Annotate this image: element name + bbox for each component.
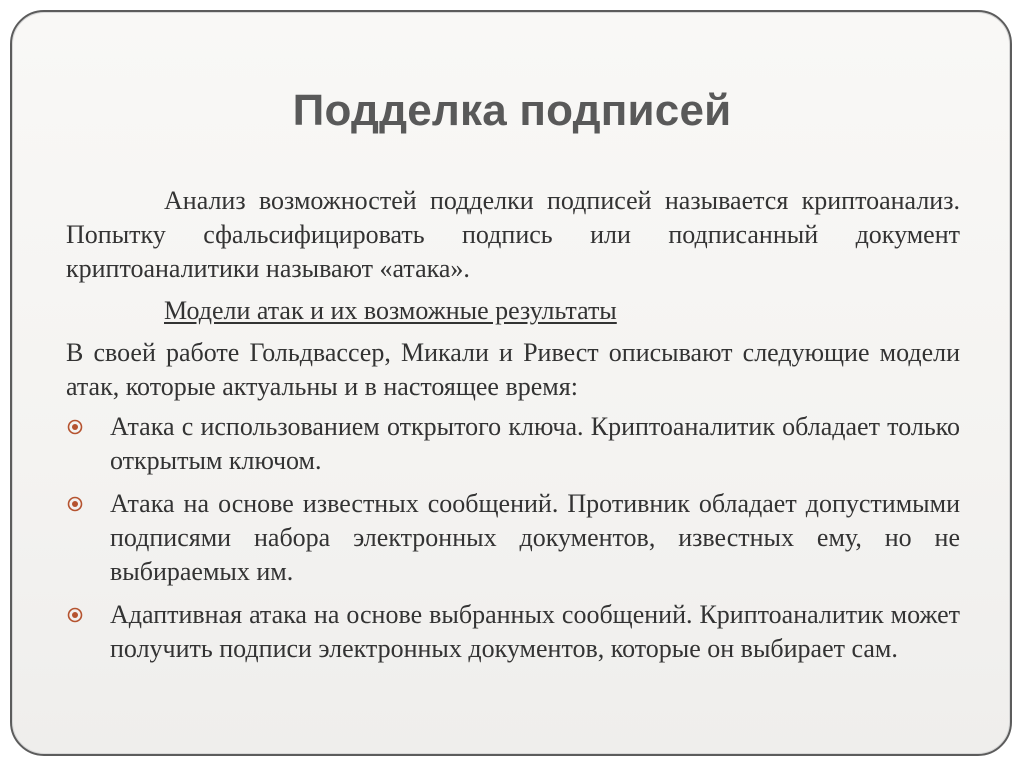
list-item <box>66 598 960 666</box>
list-item <box>66 487 960 589</box>
list-item-text: Атака на основе известных сообщений. Противник обладает допустимыми подписями набора электронных документов, известных ему, но не выбираемых им. <box>110 489 960 586</box>
list-item-text: Атака с использованием открытого ключа. Криптоаналитик обладает только открытым ключом. <box>110 412 960 475</box>
list-item-text: Адаптивная атака на основе выбранных сообщений. Криптоаналитик может получить подписи электронных документов, которые он выбирает сам. <box>110 600 960 663</box>
page-title: Подделка подписей <box>292 86 732 135</box>
circle-bullet-icon <box>67 496 83 512</box>
slide-content <box>66 184 960 675</box>
circle-bullet-icon <box>67 607 83 623</box>
lead-paragraph: В своей работе Гольдвассер, Микали и Ривест описывают следующие модели атак, которые актуальны и в настоящее время: <box>66 338 960 401</box>
circle-bullet-icon <box>67 419 83 435</box>
list-item <box>66 410 960 478</box>
subheading <box>66 294 960 328</box>
intro-paragraph: Анализ возможностей подделки подписей называется криптоанализ. Попытку сфальсифицировать подпись или подписанный документ криптоаналитики называют «атака». <box>66 186 960 283</box>
subheading-text: Модели атак и их возможные результаты <box>164 296 617 325</box>
attack-model-list <box>66 410 960 666</box>
